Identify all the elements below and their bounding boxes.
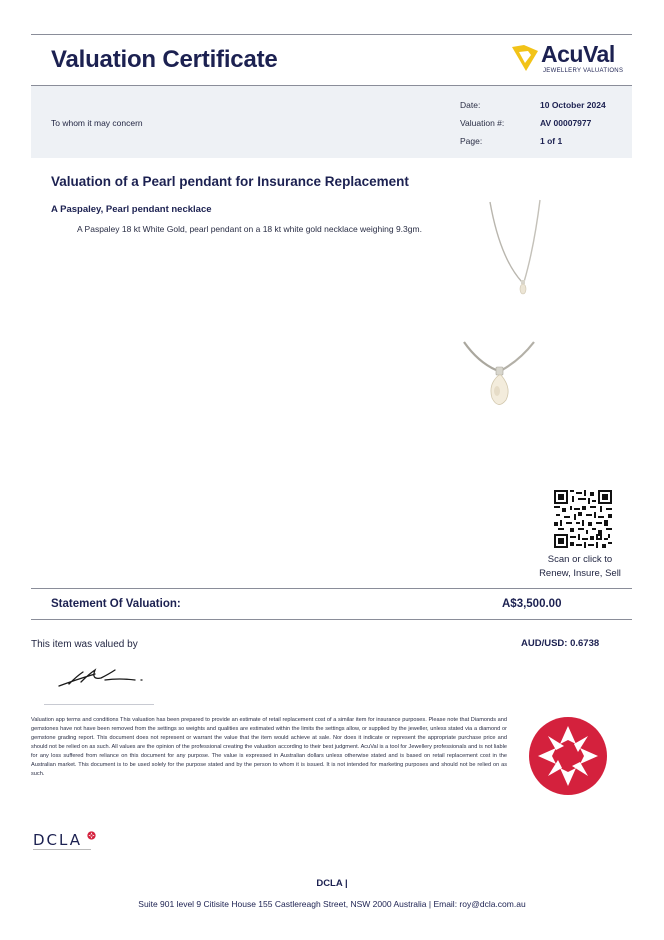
valued-by-text: This item was valued by (31, 639, 138, 650)
logo-name: AcuVal (541, 41, 615, 67)
qr-code[interactable] (554, 490, 612, 548)
valuer-signature (55, 664, 155, 690)
qr-caption-line2: Renew, Insure, Sell (539, 568, 621, 579)
footer-org: DCLA | (316, 878, 348, 889)
item-description: A Paspaley 18 kt White Gold, pearl pendant on a 18 kt white gold necklace weighing 9.3gm. (77, 224, 422, 234)
logo-subtitle: JEWELLERY VALUATIONS (543, 68, 624, 74)
dcla-logo (33, 830, 103, 852)
dcla-logo-text: DCLA (33, 831, 82, 849)
signature-line (44, 704, 154, 705)
acuval-logo[interactable] (508, 41, 628, 77)
necklace-photo-full (478, 198, 548, 316)
terms-and-conditions: Valuation app terms and conditions This valuation has been prepared to provide an estimate of retail replacement cost of a similar item for insurance purposes. Please note that Diamonds and gemstones have not have been removed from the settings so weights and qualities are estimated within the limits the settings allow, or supplied by the jeweller, unless stated via a diamond or gemstone grading report. This document does not represent or warrant the value that the item would achieve at sale. Nor does it indicate or represent the appropriate purchase price and should not be relied on as such. All values are the opinion of the professional creating the valuation according to their best judgment. AcuVal is a tool for Jewellery professionals and is not liable for any loss suffered from reliance on this document for any purpose. The value is expressed in Australian dollars unless otherwise stated and is based on retail replacement cost in the Australian market. This document is to be used solely for the purpose stated and by the person to whom it is issued. It is not intended for marketing purposes and should not be relied on as such. (31, 717, 507, 777)
qr-caption (520, 553, 640, 581)
page-title: Valuation Certificate (51, 46, 278, 73)
valuation-number-value: AV 00007977 (540, 118, 592, 128)
acuval-logo-icon (508, 43, 542, 73)
item-subheading: A Paspaley, Pearl pendant necklace (51, 204, 212, 215)
statement-top-divider (31, 588, 632, 589)
dcla-logo-underline (33, 849, 91, 850)
date-label: Date: (460, 100, 481, 110)
qr-caption-line1: Scan or click to (547, 554, 613, 565)
exchange-rate: AUD/USD: 0.6738 (521, 638, 600, 649)
info-band (31, 86, 632, 158)
date-value: 10 October 2024 (540, 100, 606, 110)
dcla-seal-icon (528, 716, 608, 796)
addressee: To whom it may concern (51, 118, 143, 128)
statement-bottom-divider (31, 619, 632, 620)
item-heading: Valuation of a Pearl pendant for Insurance Replacement (51, 174, 409, 189)
statement-value: A$3,500.00 (502, 598, 562, 610)
footer-address[interactable]: Suite 901 level 9 Citisite House 155 Castlereagh Street, NSW 2000 Australia | Email: roy@dcla.com.au (138, 899, 526, 909)
valuation-number-label: Valuation #: (460, 118, 505, 128)
pendant-photo-closeup (460, 336, 538, 414)
page-label: Page: (460, 136, 483, 146)
dcla-logo-mark-icon (87, 831, 96, 840)
statement-label: Statement Of Valuation: (51, 598, 181, 610)
page-value: 1 of 1 (540, 136, 563, 146)
top-divider (31, 34, 632, 35)
